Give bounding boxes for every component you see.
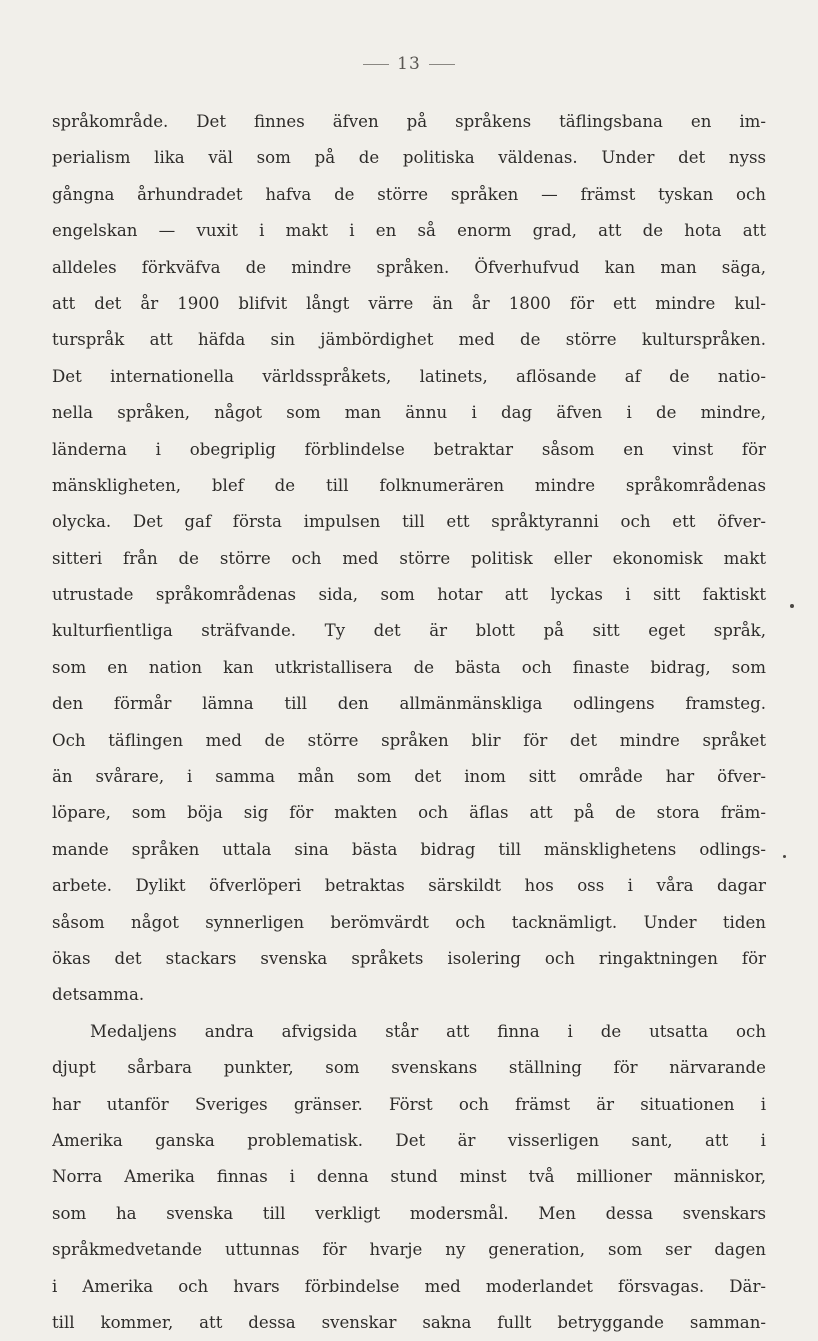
text-line: språkområde. Det finnes äfven på språkens täflingsbana en im- [52,112,766,131]
text-line: Det internationella världsspråkets, latinets, aflösande af de natio- [52,366,766,386]
text-line: detsamma. [52,985,145,1005]
page-number: 13 [397,54,421,74]
text-line: mänskligheten, blef de till folknumerären mindre språkområdenas [52,475,766,495]
header-rule-left [363,64,389,65]
text-line: gångna århundradet hafva de större språken — främst tyskan och [52,184,766,204]
text-line: olycka. Det gaf första impulsen till ett språktyranni och ett öfver- [52,512,766,532]
text-line: den förmår lämna till den allmänmänskliga odlingens framsteg. [52,694,766,714]
print-speck [790,604,794,608]
text-line: som ha svenska till verkligt modersmål. Men dessa svenskars [52,1203,766,1223]
text-line: till kommer, att dessa svenskar sakna fullt betryggande samman- [52,1312,766,1332]
body-text [52,104,766,1341]
print-speck [783,855,786,858]
text-line: perialism lika väl som på de politiska väldenas. Under det nyss [52,148,766,168]
text-line: sitteri från de större och med större politisk eller ekonomisk makt [52,548,766,568]
text-line: arbete. Dylikt öfverlöperi betraktas särskildt hos oss i våra dagar [52,876,766,896]
text-line: utrustade språkområdenas sida, som hotar att lyckas i sitt faktiskt [52,585,766,605]
text-line: språkmedvetande uttunnas för hvarje ny generation, som ser dagen [52,1240,766,1260]
text-line: löpare, som böja sig för makten och äflas att på de stora främ- [52,803,766,823]
header-rule-right [429,64,455,65]
text-line: som en nation kan utkristallisera de bästa och finaste bidrag, som [52,657,766,677]
text-line: än svårare, i samma mån som det inom sitt område har öfver- [52,767,766,787]
text-line-paragraph-start: Medaljens andra afvigsida står att finna i de utsatta och [90,1021,766,1041]
text-line: att det år 1900 blifvit långt värre än år 1800 för ett mindre kul- [52,293,766,313]
text-line: har utanför Sveriges gränser. Först och främst är situationen i [52,1094,766,1114]
text-line: nella språken, något som man ännu i dag äfven i de mindre, [52,403,766,423]
text-line: alldeles förkväfva de mindre språken. Öfverhufvud kan man säga, [52,257,766,277]
text-line: i Amerika och hvars förbindelse med moderlandet försvagas. Där- [52,1276,766,1296]
text-line: engelskan — vuxit i makt i en så enorm grad, att de hota att [52,221,766,241]
text-line: Norra Amerika finnas i denna stund minst två millioner människor, [52,1167,766,1187]
text-line: kulturfientliga sträfvande. Ty det är blott på sitt eget språk, [52,621,766,641]
text-line: länderna i obegriplig förblindelse betraktar såsom en vinst för [52,439,766,459]
text-line: mande språken uttala sina bästa bidrag till mänsklighetens odlings- [52,839,766,859]
text-line: ökas det stackars svenska språkets isolering och ringaktningen för [52,948,766,968]
text-line: djupt sårbara punkter, som svenskans ställning för närvarande [52,1058,766,1078]
text-line: turspråk att häfda sin jämbördighet med de större kulturspråken. [52,330,766,350]
text-line: Amerika ganska problematisk. Det är visserligen sant, att i [52,1130,766,1150]
text-line: såsom något synnerligen berömvärdt och tacknämligt. Under tiden [52,912,766,932]
page-header [0,54,818,74]
text-line: Och täflingen med de större språken blir för det mindre språket [52,730,766,750]
